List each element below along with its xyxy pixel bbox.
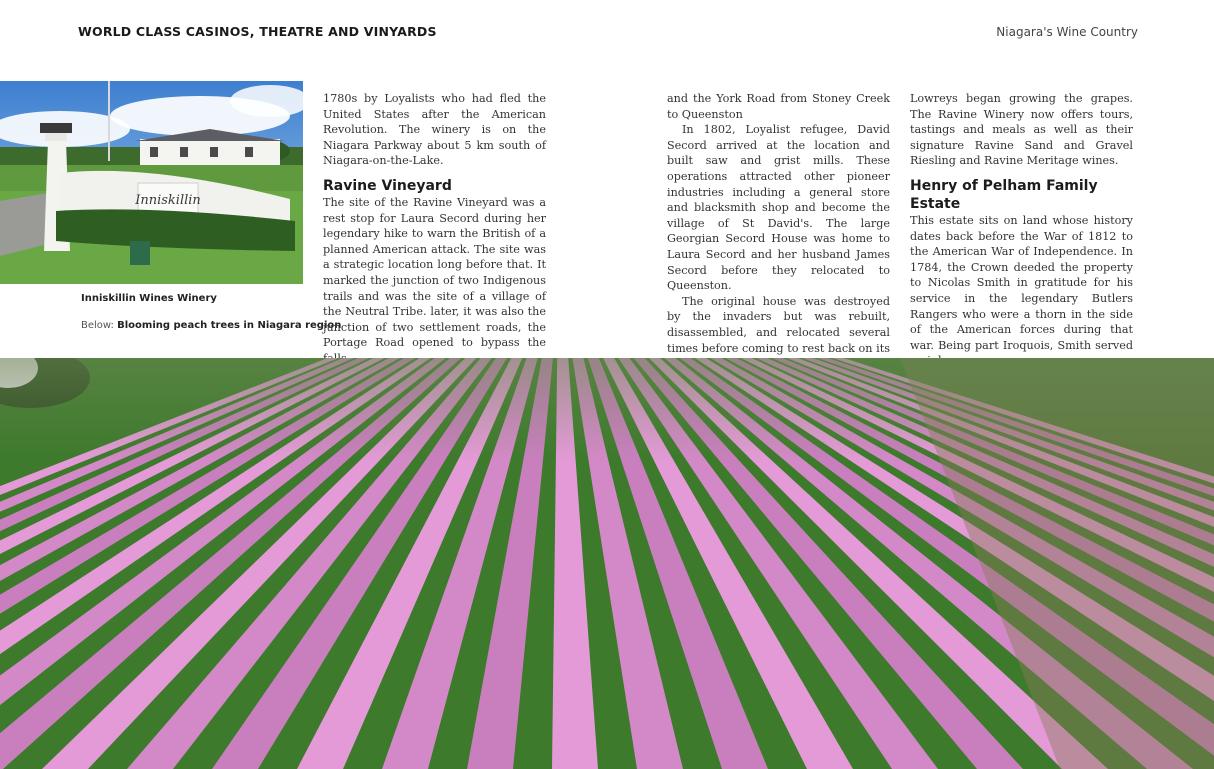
- paragraph: This estate sits on land whose history dates back before the War of 1812 to the American War of Independence. In 1784, the Crown deeded the property to Nicolas Smith in gratitude for his service in the legendary Butlers Rangers who were a thorn in the side of the American forces during that war. Being part Iroquois, Smith served: [910, 213, 1133, 352]
- orchard-photo: [0, 358, 1214, 769]
- paragraph: The site of the Ravine Vineyard was a rest stop for Laura Secord during her legendary hike to warn the British of a planned American attack. The site was a strategic location long before that. It marked the junction of two Indigenous trails and was the site of a village of the Neutral Tribe. later, it was also the junction of two settlement roads, the Portage Road opened to bypass the: [323, 195, 546, 350]
- text-column-3: [910, 91, 1133, 369]
- winery-caption: Inniskillin Wines Winery: [81, 293, 217, 304]
- paragraph: 1780s by Loyalists who had fled the United States after the American Revolution. The winery is on the Niagara Parkway about 5 km south of Niagara-on-the-Lake.: [323, 92, 546, 168]
- paragraph: and the York Road from Stoney Creek to Queenston: [667, 92, 890, 121]
- paragraph: The original house was destroyed by the invaders but was rebuilt, disassembled, and relocated several times before coming to rest back on its: [667, 294, 890, 355]
- section-heading-henry-of-pelham: Henry of Pelham Family Estate: [910, 177, 1098, 212]
- winery-sign-text: Inniskillin: [135, 193, 201, 208]
- text-column-1: [323, 91, 546, 367]
- paragraph: Lowreys began growing the grapes. The Ravine Winery now offers tours, tastings and meals as well as their signature Ravine Sand and Gravel Riesling and Ravine Meritage wines.: [910, 92, 1133, 168]
- caption-direction-label: Below:: [81, 320, 114, 331]
- winery-photo: [0, 81, 303, 284]
- orchard-caption-text: Blooming peach trees in Niagara region: [117, 320, 342, 331]
- paragraph: In 1802, Loyalist refugee, David Secord arrived at the location and built saw and grist mills. These operations attracted other pioneer industries including a general store and blacksmith shop and become the village of St David's. The large Georgian Secord House was home to Laura Secord and her husband James Secord before they relocated to Queenston.: [667, 123, 890, 293]
- text-column-2: [667, 91, 890, 372]
- orchard-caption: [81, 320, 341, 331]
- section-heading-ravine: Ravine Vineyard: [323, 177, 452, 194]
- page-section-title: Niagara's Wine Country: [996, 25, 1138, 39]
- page-running-head: WORLD CLASS CASINOS, THEATRE AND VINYARDS: [78, 24, 437, 39]
